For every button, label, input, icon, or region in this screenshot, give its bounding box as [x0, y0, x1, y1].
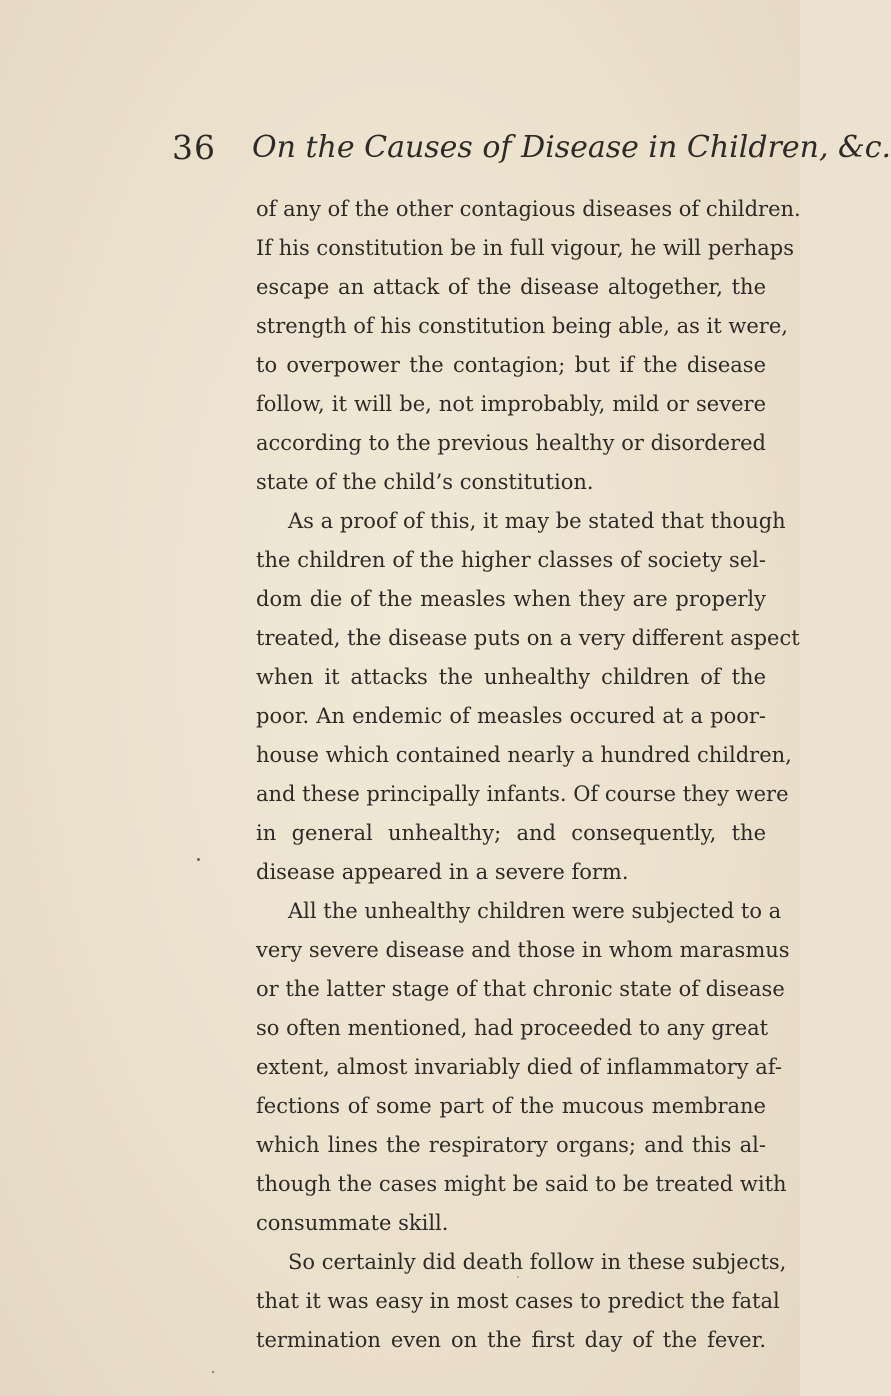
- paragraph-start-line: As a proof of this, it may be stated that though: [288, 509, 786, 533]
- text-line: when it attacks the unhealthy children of the: [256, 665, 766, 689]
- text-line: according to the previous healthy or disordered: [256, 431, 766, 455]
- text-line: house which contained nearly a hundred children,: [256, 743, 792, 767]
- text-line: termination even on the first day of the fever.: [256, 1328, 766, 1352]
- text-line: in general unhealthy; and consequently, the: [256, 821, 766, 845]
- text-line: and these principally infants. Of course they were: [256, 782, 789, 806]
- text-line: very severe disease and those in whom marasmus: [256, 938, 790, 962]
- text-line: follow, it will be, not improbably, mild or severe: [256, 392, 766, 416]
- text-line: strength of his constitution being able, as it were,: [256, 314, 788, 338]
- text-line: which lines the respiratory organs; and this al-: [256, 1133, 766, 1157]
- text-line: or the latter stage of that chronic state of disease: [256, 977, 785, 1001]
- text-line: disease appeared in a severe form.: [256, 860, 629, 884]
- text-line: so often mentioned, had proceeded to any great: [256, 1016, 769, 1040]
- paragraph-start-line: All the unhealthy children were subjected to a: [288, 899, 782, 923]
- text-line: fections of some part of the mucous membrane: [256, 1094, 766, 1118]
- text-line: though the cases might be said to be treated with: [256, 1172, 787, 1196]
- text-line: to overpower the contagion; but if the disease: [256, 353, 766, 377]
- running-head: On the Causes of Disease in Children, &c.: [252, 130, 891, 165]
- paper-speck: [517, 1276, 519, 1278]
- paragraph-start-line: So certainly did death follow in these subjects,: [288, 1250, 787, 1274]
- text-line: that it was easy in most cases to predict the fatal: [256, 1289, 780, 1313]
- paper-speck: [197, 858, 200, 861]
- page-number: 36: [172, 128, 216, 167]
- text-line: escape an attack of the disease altogether, the: [256, 275, 766, 299]
- text-line: extent, almost invariably died of inflammatory af-: [256, 1055, 782, 1079]
- text-line: of any of the other contagious diseases of children.: [256, 197, 801, 221]
- text-line: poor. An endemic of measles occured at a poor-: [256, 704, 766, 728]
- text-line: consummate skill.: [256, 1211, 449, 1235]
- text-line: dom die of the measles when they are properly: [256, 587, 766, 611]
- paper-speck: [212, 1371, 214, 1373]
- page-header: [0, 128, 891, 178]
- text-line: the children of the higher classes of society sel-: [256, 548, 766, 572]
- text-line: If his constitution be in full vigour, he will perhaps: [256, 236, 795, 260]
- body-text: [256, 190, 801, 1360]
- text-line: treated, the disease puts on a very different aspect: [256, 626, 800, 650]
- text-line: state of the child’s constitution.: [256, 470, 594, 494]
